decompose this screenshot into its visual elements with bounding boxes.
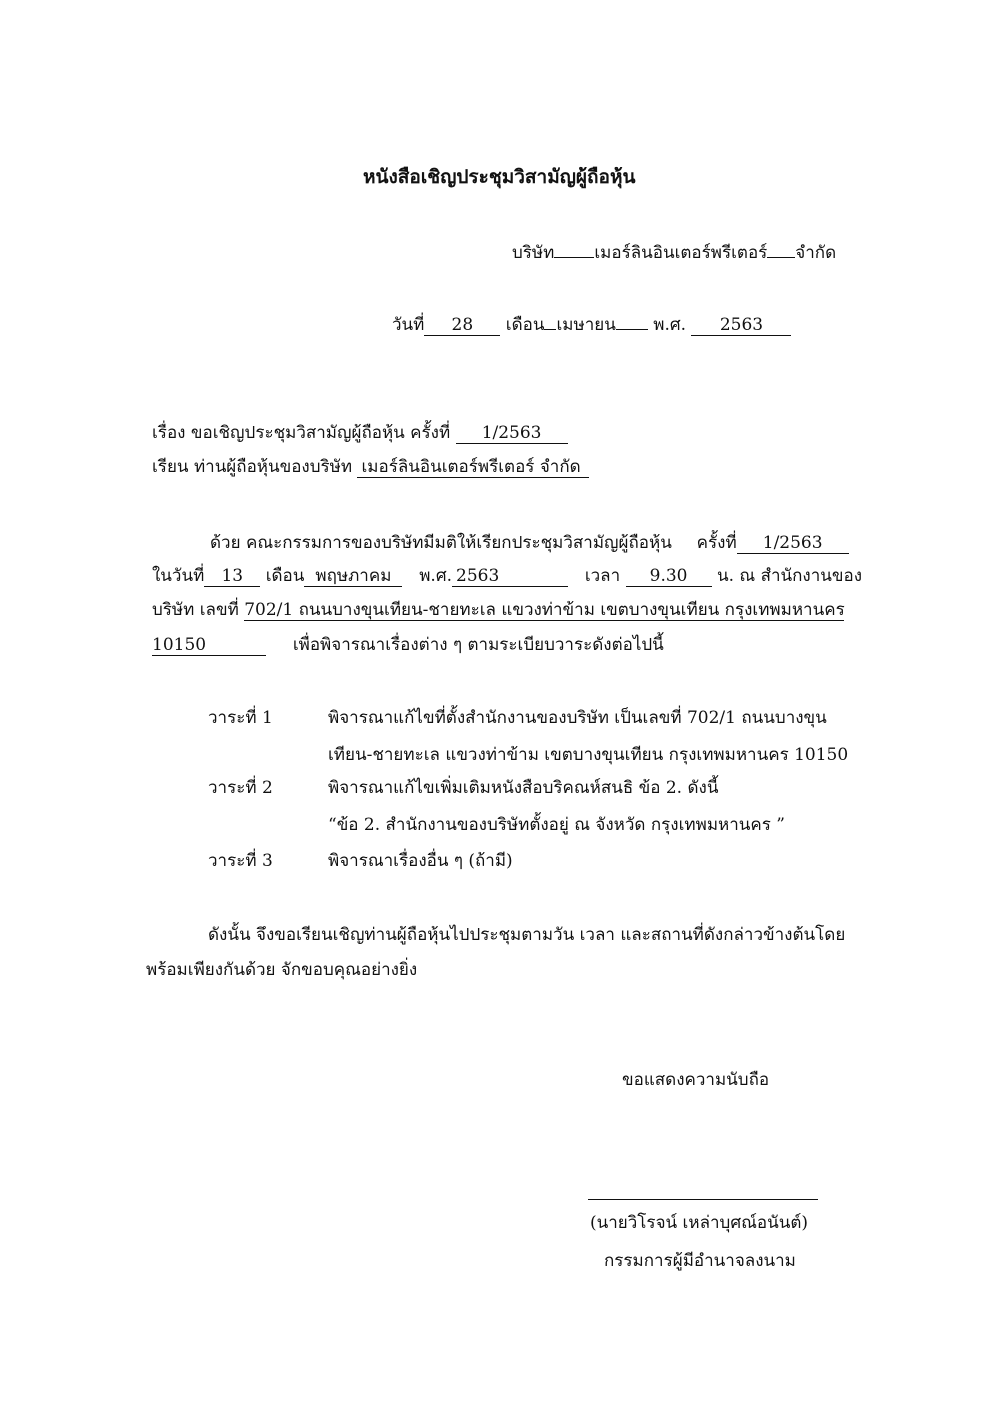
- meeting-day-label: ในวันที่: [152, 566, 205, 586]
- subject-line: [152, 422, 568, 444]
- recipient-line: [152, 456, 589, 478]
- postcode-value: 10150: [152, 635, 266, 656]
- agenda-2-line-1: พิจารณาแก้ไขเพิ่มเติมหนังสือบริคณห์สนธิ ข้อ 2. ดังนี้: [328, 778, 719, 798]
- address-value: 702/1 ถนนบางขุนเทียน-ชายทะเล แขวงท่าข้าม เขตบางขุนเทียน กรุงเทพมหานคร: [244, 600, 845, 620]
- meeting-month: พฤษภาคม: [304, 566, 402, 587]
- company-line: [512, 242, 836, 264]
- signature-line: [588, 1199, 818, 1200]
- signatory-position: กรรมการผู้มีอำนาจลงนาม: [604, 1251, 796, 1271]
- agenda-intro-text: เพื่อพิจารณาเรื่องต่าง ๆ ตามระเบียบวาระดังต่อไปนี้: [292, 635, 664, 655]
- body-meeting-no-label: ครั้งที่: [696, 533, 737, 553]
- agenda-1-line-2: เทียน-ชายทะเล แขวงท่าข้าม เขตบางขุนเทียน กรุงเทพมหานคร 10150: [328, 745, 849, 765]
- subject-number: 1/2563: [456, 423, 568, 444]
- agenda-3-label: วาระที่ 3: [208, 851, 273, 871]
- meeting-year-label: พ.ศ.: [419, 566, 453, 586]
- body-line-1: [210, 532, 849, 554]
- address-label: บริษัท เลขที่: [152, 600, 239, 620]
- date-month-label: เดือน: [505, 315, 545, 335]
- closing-line-1: ดังนั้น จึงขอเรียนเชิญท่านผู้ถือหุ้นไปประชุมตามวัน เวลา และสถานที่ดังกล่าวข้างต้นโดย: [208, 925, 846, 945]
- agenda-3-line-1: พิจารณาเรื่องอื่น ๆ (ถ้ามี): [328, 851, 513, 871]
- agenda-2-line-2: “ข้อ 2. สำนักงานของบริษัทตั้งอยู่ ณ จังหวัด กรุงเทพมหานคร ”: [328, 815, 785, 835]
- page-title: หนังสือเชิญประชุมวิสามัญผู้ถือหุ้น: [363, 166, 636, 188]
- agenda-1-line-1: พิจารณาแก้ไขที่ตั้งสำนักงานของบริษัท เป็นเลขที่ 702/1 ถนนบางขุน: [328, 708, 827, 728]
- regards-text: ขอแสดงความนับถือ: [622, 1070, 770, 1090]
- date-month-value: เมษายน: [556, 315, 616, 335]
- meeting-time-label: เวลา: [584, 566, 621, 586]
- meeting-year: 2563: [452, 566, 568, 587]
- date-year-value: 2563: [691, 315, 791, 336]
- company-prefix: บริษัท: [512, 243, 555, 263]
- body-line-2: [152, 565, 862, 587]
- signatory-name: (นายวิโรจน์ เหล่าบุศณ์อนันต์): [590, 1213, 809, 1233]
- body-intro-text: ด้วย คณะกรรมการของบริษัทมีมติให้เรียกประชุมวิสามัญผู้ถือหุ้น: [210, 533, 672, 553]
- date-day-value: 28: [424, 315, 500, 336]
- subject-label: เรื่อง: [152, 423, 186, 443]
- body-meeting-no: 1/2563: [737, 533, 849, 554]
- agenda-2-label: วาระที่ 2: [208, 778, 273, 798]
- meeting-venue-text: น. ณ สำนักงานของ: [716, 566, 863, 586]
- recipient-label: เรียน: [152, 457, 189, 477]
- meeting-month-label: เดือน: [265, 566, 305, 586]
- body-line-3: [152, 599, 844, 621]
- subject-text: ขอเชิญประชุมวิสามัญผู้ถือหุ้น ครั้งที่: [190, 423, 451, 443]
- company-suffix: จำกัด: [795, 243, 837, 263]
- date-line: [392, 314, 791, 336]
- body-line-4: [152, 634, 664, 656]
- closing-line-2: พร้อมเพียงกันด้วย จักขอบคุณอย่างยิ่ง: [146, 960, 418, 980]
- recipient-text: ท่านผู้ถือหุ้นของบริษัท: [193, 457, 353, 477]
- recipient-company: เมอร์ลินอินเตอร์พรีเตอร์ จำกัด: [357, 457, 589, 478]
- company-name: เมอร์ลินอินเตอร์พรีเตอร์: [594, 243, 768, 263]
- meeting-time: 9.30: [626, 566, 712, 587]
- agenda-1-label: วาระที่ 1: [208, 708, 273, 728]
- date-day-label: วันที่: [392, 315, 425, 335]
- meeting-day: 13: [204, 566, 260, 587]
- date-year-label: พ.ศ.: [653, 315, 687, 335]
